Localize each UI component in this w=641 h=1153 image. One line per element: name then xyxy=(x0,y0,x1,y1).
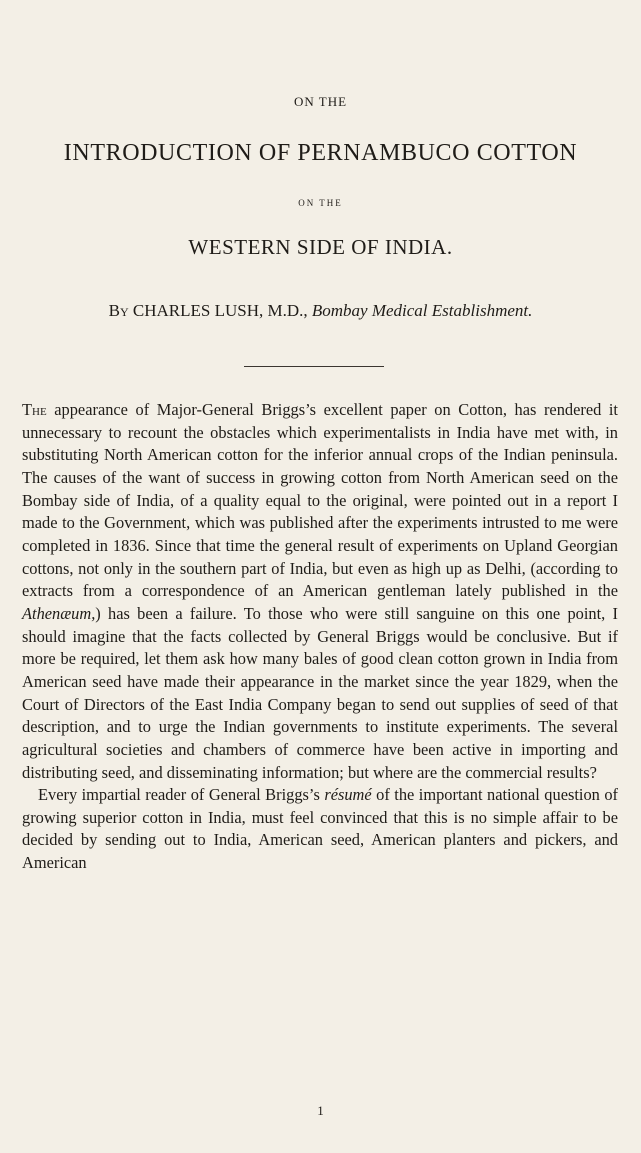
main-title: INTRODUCTION OF PERNAMBUCO COTTON xyxy=(63,140,578,166)
paragraph-1 xyxy=(22,399,618,784)
body-text xyxy=(22,399,618,875)
signature-mark: 1 xyxy=(317,1103,324,1118)
byline-author: CHARLES LUSH, M.D., xyxy=(132,301,308,320)
paragraph-2-text-b: of the important national question of growing superior cotton in India, must feel convinced that this is no simple affair to be decided by sending out to India, American seed, American planters and pickers, and American xyxy=(22,785,618,873)
subtitle: WESTERN SIDE OF INDIA. xyxy=(188,235,453,259)
paragraph-1-italic: Athenæum, xyxy=(22,603,96,623)
paragraph-2-text-a: Every impartial reader of General Briggs’s xyxy=(38,785,320,805)
byline xyxy=(0,301,641,321)
paragraph-2-italic: résumé xyxy=(324,785,372,805)
heading-on-the-middle: ON THE xyxy=(298,198,343,208)
paragraph-1-lead-word: The xyxy=(22,400,47,419)
paragraph-2 xyxy=(22,784,618,875)
heading-on-the-top: ON THE xyxy=(293,94,348,109)
paragraph-1-text-b: ) has been a failure. To those who were still sanguine on this one point, I should imagine that the facts collected by General Briggs would be conclusive. But if more be required, let them ask how many bales of good clean cotton grown in India from American seed have made their appearance in the market since the year 1829, when the Court of Directors of the East India Company began to send out supplies of seed of that description, and to urge the Indian governments to institute experiments. The several agricultural societies and chambers of commerce have been active in importing and distributing seed, and disseminating information; but where are the commercial results? xyxy=(22,603,618,782)
byline-affiliation: Bombay Medical Establishment. xyxy=(311,301,533,320)
byline-prefix: By xyxy=(108,301,129,320)
divider-rule xyxy=(244,366,384,367)
paragraph-1-text-a: appearance of Major-General Briggs’s excellent paper on Cotton, has rendered it unnecessary to recount the obstacles which experimentalists in India have met with, in substituting North American cotton for the inferior annual crops of the Indian peninsula. The causes of the want of success in growing cotton from North American seed on the Bombay side of India, of a quality equal to the original, were pointed out in a report I made to the Government, which was published after the experiments intrusted to me were completed in 1836. Since that time the general result of experiments on Upland Georgian cottons, not only in the southern part of India, but even as high up as Delhi, (according to extracts from a correspondence of an American gentleman lately published in the xyxy=(22,400,618,601)
